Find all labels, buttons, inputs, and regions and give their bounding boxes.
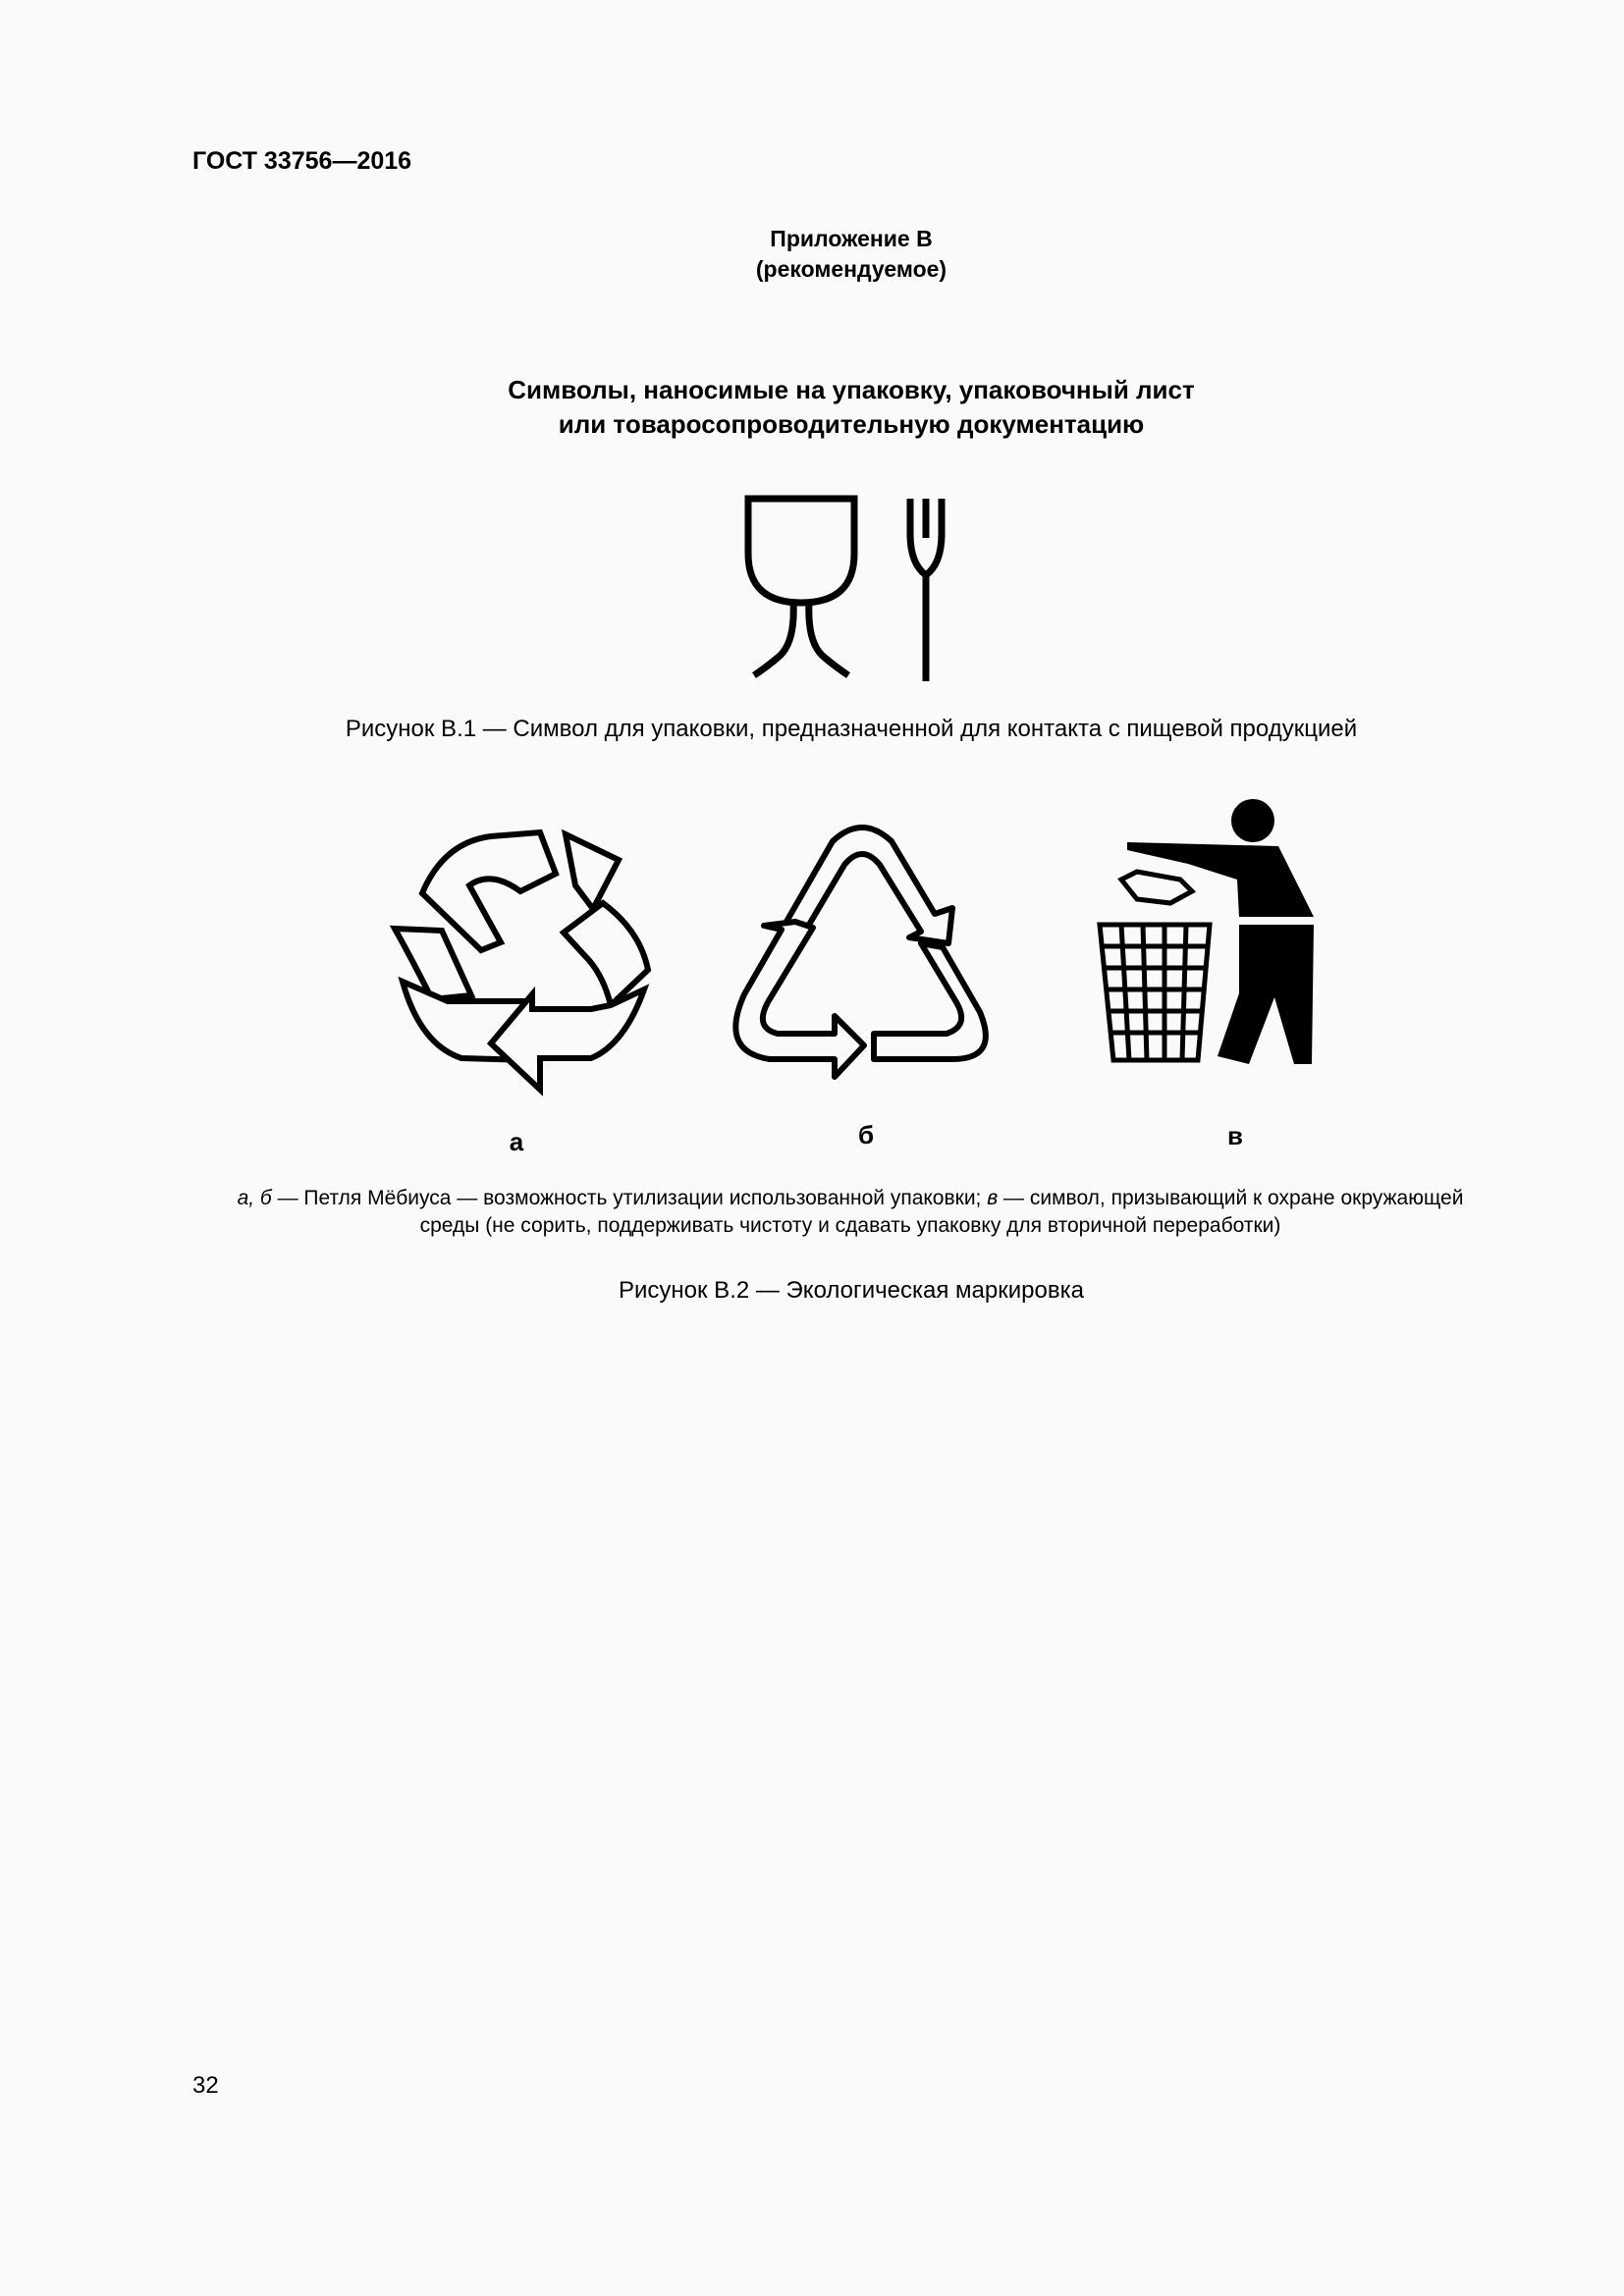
section-title-line-1: Символы, наносимые на упаковку, упаковочный лист [508,375,1195,404]
panel-label-a: а [509,1127,524,1156]
legend-text-v: — символ, призывающий к охране окружающей [998,1187,1464,1209]
appendix-status: (рекомендуемое) [755,256,947,282]
legend-key-v: в [987,1187,999,1209]
legend-line-2: среды (не сорить, поддерживать чистоту и сдавать упаковку для вторичной переработки) [419,1214,1281,1237]
document-code: ГОСТ 33756—2016 [192,147,412,175]
food-contact-glass-fork-icon [742,495,960,681]
mobius-triangle-loop-icon [725,820,1000,1095]
section-title-line-2: или товаросопроводительную документацию [558,409,1145,439]
figure-1-caption: Рисунок В.1 — Символ для упаковки, предназначенной для контакта с пищевой продукцией [345,716,1358,742]
figure-2-legend [192,1185,1508,1240]
figure-2-caption: Рисунок В.2 — Экологическая маркировка [619,1277,1084,1304]
legend-key-ab: а, б [237,1187,272,1209]
panel-label-v: в [1227,1121,1243,1150]
page-number: 32 [192,2072,219,2099]
legend-line-1 [192,1185,1508,1212]
mobius-loop-arrows-icon [383,823,658,1107]
tidyman-bin-icon [1092,797,1327,1072]
legend-text-ab: — Петля Мёбиуса — возможность утилизации использованной упаковки; [271,1187,988,1209]
appendix-title: Приложение В [770,226,933,251]
panel-label-b: б [857,1120,875,1149]
